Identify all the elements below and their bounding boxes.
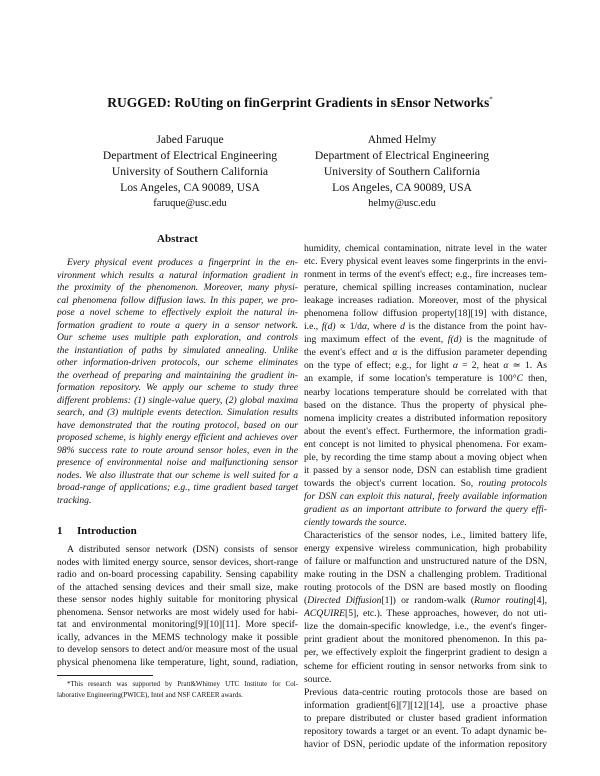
text-line: print gradient about the monitored phenomenon. In this pa- bbox=[304, 634, 547, 646]
text-line: physical phenomena like temperature, light, sound, radiation, bbox=[57, 656, 298, 668]
right-column-text bbox=[304, 242, 547, 751]
text-line bbox=[304, 372, 547, 385]
text-segment: ing maximum effect of the event, bbox=[304, 334, 448, 346]
text-line: lize the domain-specific knowledge, i.e., the event's finger- bbox=[304, 621, 547, 633]
text-segment: then, bbox=[522, 373, 547, 385]
text-segment: ∝ 1/d bbox=[335, 321, 362, 333]
author-block-2 bbox=[272, 132, 532, 212]
text-segment: . bbox=[404, 516, 407, 528]
text-line: radio and on-board processing capability. Sensing capability bbox=[57, 569, 298, 580]
text-line: ent concept is not limited to physical phenomena. For exam- bbox=[304, 438, 547, 450]
author-email: faruque@usc.edu bbox=[153, 198, 227, 209]
italic-segment: routing protocols bbox=[478, 477, 547, 489]
text-segment: is the distance from the point hav- bbox=[404, 321, 547, 333]
author-name: Jabed Faruque bbox=[156, 133, 224, 146]
text-line bbox=[304, 503, 547, 516]
text-line bbox=[304, 490, 547, 503]
text-segment: [5], etc.). These approaches, however, do not uti- bbox=[345, 608, 547, 620]
text-segment: [1]) or random-walk ( bbox=[381, 595, 475, 607]
text-line: nodes with limited energy source, sensor devices, short-range bbox=[57, 556, 298, 568]
text-line: proposed scheme, is highly energy efficient and achieves over bbox=[57, 432, 298, 443]
italic-segment: ciently towards the source bbox=[304, 516, 405, 528]
text-line: tat and environmental monitoring[9][10][11]. More specif- bbox=[57, 619, 298, 630]
text-line: ronment in terms of the event's effect; e.g., fire increases tem- bbox=[304, 269, 547, 281]
text-line: phenomena follow diffusion property[18][19] with distance, bbox=[304, 308, 547, 320]
italic-segment: α bbox=[392, 347, 398, 359]
section-number: 1 bbox=[57, 525, 63, 537]
text-line: *This research was supported by Pratt&Whitney UTC Institute for Col- bbox=[67, 680, 298, 688]
text-line: other information-driven protocols, our scheme eliminates bbox=[57, 357, 298, 368]
text-line: nearby locations temperature should be correlated with that bbox=[304, 386, 547, 398]
text-line: pose a novel scheme to effectively exploit the natural in- bbox=[57, 307, 298, 318]
text-line: routing protocols of the DSN are based mostly on flooding bbox=[304, 582, 547, 594]
text-line bbox=[304, 477, 547, 490]
text-line: search, and (3) multiple events detection. Simulation results bbox=[57, 407, 298, 418]
text-line: of failure or malfunction and unstructured nature of the DSN, bbox=[304, 556, 547, 568]
section-title: Introduction bbox=[77, 525, 137, 537]
italic-segment: f(d) bbox=[447, 334, 462, 346]
footnote bbox=[57, 679, 298, 701]
author-university: University of Southern California bbox=[323, 165, 481, 178]
text-line: laborative Engineering(PWICE), Intel and NSF CAREER awards. bbox=[57, 691, 243, 699]
italic-segment: Directed Diffusion bbox=[307, 595, 382, 607]
text-line bbox=[304, 346, 547, 359]
italic-segment: α bbox=[361, 321, 368, 333]
abstract-heading: Abstract bbox=[157, 233, 198, 245]
italic-segment: Rumor routing bbox=[474, 595, 534, 607]
title-footnote-mark: * bbox=[489, 95, 493, 104]
paper-title bbox=[0, 95, 600, 111]
text-line bbox=[304, 359, 547, 372]
italic-segment: for DSN can exploit this natural, freely available information bbox=[304, 490, 547, 502]
author-university: University of Southern California bbox=[111, 165, 269, 178]
text-line: Previous data-centric routing protocols those are based on bbox=[304, 686, 547, 698]
text-segment: on the type of effect; e.g., for light bbox=[304, 360, 453, 372]
text-line: leakage increases radiation. Moreover, most of the physical bbox=[304, 295, 547, 307]
intro-paragraph bbox=[57, 544, 298, 669]
text-line: different problems: (1) single-value query, (2) global maxima bbox=[57, 394, 298, 406]
title-text: RUGGED: RoUting on finGerprint Gradients in sEnsor Networks bbox=[107, 95, 490, 110]
text-line: Characteristics of the sensor nodes, i.e., limited battery life, bbox=[304, 530, 547, 542]
text-line: to prepare distributed or cluster based gradient information bbox=[304, 712, 547, 724]
text-segment: ≃ 1. As bbox=[508, 360, 547, 372]
text-segment: towards the object's current location. So, bbox=[304, 477, 479, 489]
text-line bbox=[304, 594, 547, 607]
text-line: broad-range of applications; e.g., time gradient based target bbox=[57, 482, 298, 493]
author-name: Ahmed Helmy bbox=[367, 133, 437, 146]
text-line: A distributed sensor network (DSN) consists of sensor bbox=[67, 544, 298, 555]
italic-segment: C bbox=[516, 373, 523, 385]
text-line: the instantiation of paths by simulated annealing. Unlike bbox=[57, 344, 298, 356]
text-line: these sensor nodes highly suitable for monitoring physical bbox=[57, 594, 298, 605]
italic-segment: f(d) bbox=[321, 321, 336, 333]
text-line: have demonstrated that the routing protocol, based on our bbox=[57, 419, 298, 431]
author-department: Department of Electrical Engineering bbox=[314, 149, 490, 162]
text-line: energy expensive wireless communication, high probability bbox=[304, 543, 547, 555]
author-email: helmy@usc.edu bbox=[368, 198, 436, 209]
text-line: scheme for efficient routing in sensor networks from sink to bbox=[304, 660, 547, 672]
text-line: Every physical event produces a fingerprint in the en- bbox=[67, 257, 298, 268]
text-line: havior of DSN, periodic update of the information repository bbox=[304, 738, 547, 750]
text-line: ple, by recording the time stamp about a moving object when bbox=[304, 451, 547, 463]
text-line: the proximity of the phenomenon. Moreover, many physi- bbox=[57, 282, 298, 293]
text-line bbox=[304, 516, 547, 529]
text-segment: , where bbox=[367, 321, 401, 333]
abstract-body bbox=[57, 257, 298, 507]
text-line: source. bbox=[304, 673, 332, 685]
text-line: phenomena. Sensor networks are most widely used for habi- bbox=[57, 606, 298, 618]
text-line: based on the distance. Thus the property of physical phe- bbox=[304, 399, 547, 411]
text-line: tracking. bbox=[57, 494, 92, 506]
text-line: make routing in the DSN a challenging problem. Traditional bbox=[304, 569, 547, 581]
text-line bbox=[304, 333, 547, 346]
italic-segment: ACQUIRE bbox=[304, 608, 346, 620]
text-line: formation repository. We apply our scheme to study three bbox=[57, 382, 298, 393]
text-line: etc. Every physical event leaves some fingerprints in the envi- bbox=[304, 256, 547, 268]
italic-segment: d bbox=[400, 321, 405, 333]
text-line: humidity, chemical contamination, nitrate level in the water bbox=[304, 243, 547, 254]
text-line: of the attached sensing devices and their small size, make bbox=[57, 581, 298, 593]
text-line: nomena implicity creates a distributed information repository bbox=[304, 412, 547, 424]
text-line: vironment which results a natural information gradient in bbox=[57, 269, 298, 281]
author-address: Los Angeles, CA 90089, USA bbox=[120, 181, 260, 194]
text-line: nodes. We also illustrate that our scheme is well suited for a bbox=[57, 469, 298, 481]
text-line: perature, chemical spilling increases contamination, nuclear bbox=[304, 282, 547, 294]
text-line: it passed by a sensor node, DSN can establish time gradient bbox=[304, 464, 547, 476]
text-line: information gradient[6][7][12][14], use a proactive phase bbox=[304, 699, 547, 711]
text-line bbox=[304, 320, 547, 333]
text-line: Our scheme uses multiple path exploration, and controls bbox=[57, 332, 298, 343]
text-segment: = 2, heat bbox=[457, 360, 504, 372]
text-segment: is the diffusion parameter depending bbox=[397, 347, 547, 359]
text-segment: an example, if some location's temperature is 100° bbox=[304, 373, 517, 385]
text-line: ically, advances in the MEMS technology make it possible bbox=[57, 631, 298, 643]
italic-segment: gradient as an important attribute to forward the query effi- bbox=[304, 503, 547, 515]
text-line: about the event's effect. Furthermore, the information gradi- bbox=[304, 425, 547, 437]
text-line bbox=[304, 607, 547, 620]
italic-segment: α bbox=[452, 360, 458, 372]
text-segment: is the magnitude of bbox=[461, 334, 547, 346]
text-line: repository towards a target or an event. To adapt dynamic be- bbox=[304, 725, 547, 737]
text-line: to develop sensors to detect and/or measure most of the usual bbox=[57, 644, 298, 655]
text-line: presence of environmental noise and malfunctioning sensor bbox=[57, 457, 298, 468]
text-segment: ( bbox=[304, 595, 308, 607]
text-line: the overhead of preparing and maintaining the gradient in- bbox=[57, 369, 298, 381]
text-line: cal phenomena follow diffusion laws. In this paper, we pro- bbox=[57, 294, 298, 306]
footnote-divider bbox=[57, 675, 153, 676]
author-department: Department of Electrical Engineering bbox=[102, 149, 278, 162]
text-line: 98% success rate to route around sensor holes, even in the bbox=[57, 444, 298, 456]
text-segment: i.e., bbox=[304, 321, 322, 333]
text-line: per, we effectively exploit the fingerprint gradient to design a bbox=[304, 647, 547, 659]
text-line: formation gradient to route a query in a sensor network. bbox=[57, 319, 298, 331]
author-address: Los Angeles, CA 90089, USA bbox=[332, 181, 472, 194]
text-segment: the event's effect and bbox=[304, 347, 393, 359]
italic-segment: α bbox=[503, 360, 509, 372]
section-heading-introduction bbox=[57, 524, 137, 538]
text-segment: [4], bbox=[533, 595, 547, 607]
